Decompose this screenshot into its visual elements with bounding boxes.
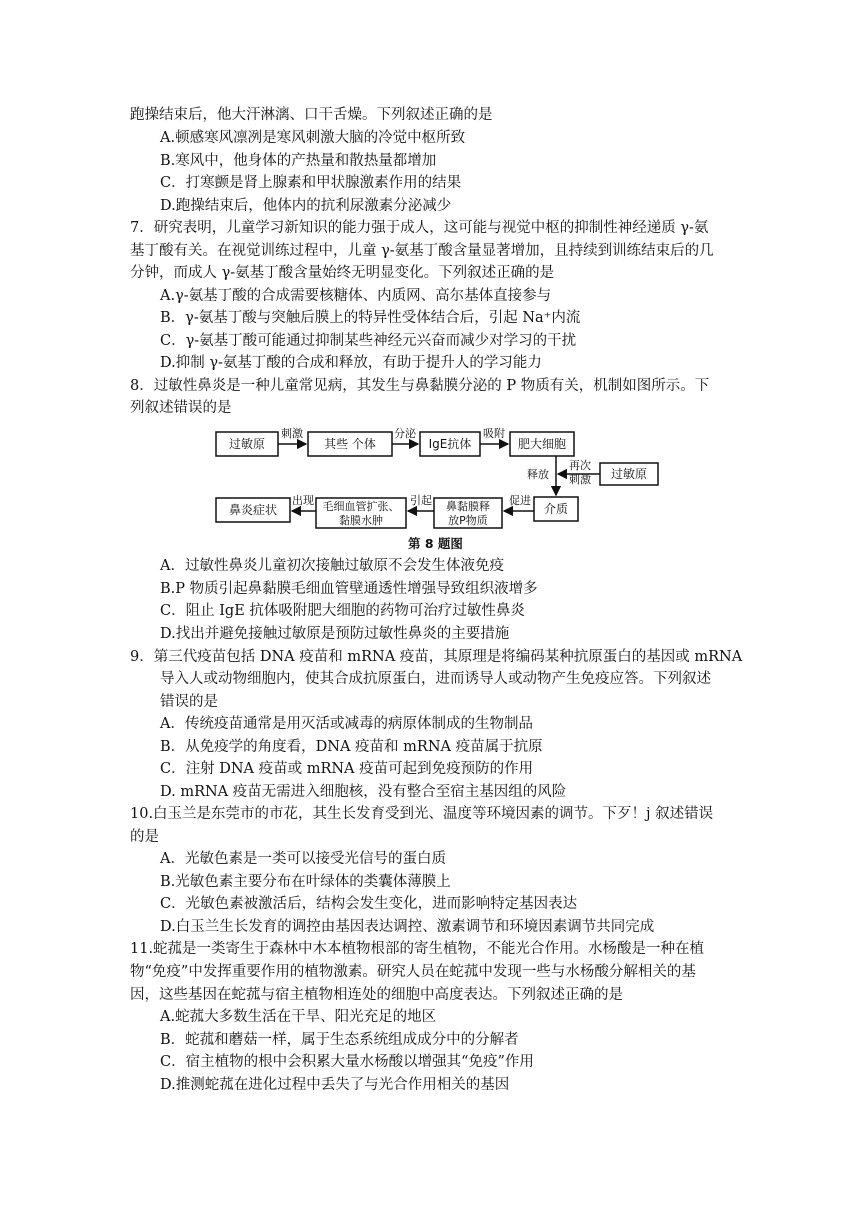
q6-option-c: C．打寒颤是肾上腺素和甲状腺激素作用的结果 — [160, 175, 462, 191]
q8-option-b: B.P 物质引起鼻黏膜毛细血管壁通透性增强导致组织液增多 — [160, 581, 538, 597]
q7-stem-line3: 分钟，而成人 γ-氨基丁酸含量始终无明显变化。下列叙述正确的是 — [130, 265, 555, 281]
label-capillary-line2: 黏膜水肿 — [339, 514, 383, 527]
q7-option-b: B．γ-氨基丁酸与突触后膜上的特异性受体结合后，引起 Na⁺内流 — [160, 310, 581, 326]
q9-option-c: C．注射 DNA 疫苗或 mRNA 疫苗可起到免疫预防的作用 — [160, 761, 534, 777]
label-arrow-appear: 出现 — [292, 494, 314, 507]
q8-option-a: A．过敏性鼻炎儿童初次接触过敏原不会发生体液免疫 — [160, 558, 504, 574]
label-arrow-secrete: 分泌 — [394, 427, 416, 440]
q6-stem-tail: 跑操结束后，他大汗淋漓、口干舌燥。下列叙述正确的是 — [130, 107, 493, 123]
label-arrow-adsorb: 吸附 — [483, 427, 505, 440]
q7-stem-line1: 7．研究表明，儿童学习新知识的能力强于成人，这可能与视觉中枢的抑制性神经递质 γ-氨 — [130, 220, 709, 236]
q11-option-a: A.蛇菰大多数生活在干旱、阳光充足的地区 — [160, 1009, 437, 1025]
label-mucosa-line2: 放P物质 — [448, 514, 488, 527]
label-allergen-1: 过敏原 — [228, 437, 266, 451]
q9-option-b: B．从免疫学的角度看，DNA 疫苗和 mRNA 疫苗属于抗原 — [160, 739, 543, 755]
label-ige-antibody: IgE抗体 — [428, 437, 472, 451]
q9-stem-line2: 导入人或动物细胞内，使其合成抗原蛋白，进而诱导人或动物产生免疫应答。下列叙述 — [160, 671, 711, 687]
q11-option-b: B．蛇菰和蘑菇一样，属于生态系统组成成分中的分解者 — [160, 1032, 519, 1048]
label-arrow-stimulate: 刺激 — [281, 427, 303, 440]
label-arrow-promote: 促进 — [509, 494, 531, 507]
q7-option-d: D.抑制 γ-氨基丁酸的合成和释放，有助于提升人的学习能力 — [160, 355, 542, 371]
q10-stem-line2: 的是 — [130, 829, 159, 845]
label-arrow-release: 释放 — [527, 468, 549, 481]
label-allergen-2: 过敏原 — [610, 467, 648, 481]
q11-stem-line3: 因，这些基因在蛇菰与宿主植物相连处的细胞中高度表达。下列叙述正确的是 — [130, 987, 623, 1003]
label-arrow-cause: 引起 — [410, 494, 432, 507]
q10-option-b: B.光敏色素主要分布在叶绿体的类囊体薄膜上 — [160, 874, 451, 890]
q6-option-d: D.跑操结束后，他体内的抗利尿激素分泌减少 — [160, 198, 452, 214]
q11-option-d: D.推测蛇菰在进化过程中丢失了与光合作用相关的基因 — [160, 1077, 510, 1093]
q9-stem-line1: 9．第三代疫苗包括 DNA 疫苗和 mRNA 疫苗，其原理是将编码某种抗原蛋白的基因或 mRNA — [130, 649, 743, 665]
label-arrow-again-2: 刺激 — [569, 473, 591, 486]
label-symptom: 鼻炎症状 — [228, 503, 278, 517]
label-mast-cell: 肥大细胞 — [517, 437, 567, 451]
q8-option-d: D.找出并避免接触过敏原是预防过敏性鼻炎的主要措施 — [160, 626, 510, 642]
q9-option-d: D. mRNA 疫苗无需进入细胞核，没有整合至宿主基因组的风险 — [160, 784, 567, 800]
q7-option-c: C．γ-氨基丁酸可能通过抑制某些神经元兴奋而减少对学习的干扰 — [160, 333, 577, 349]
q9-option-a: A．传统疫苗通常是用灭活或减毒的病原体制成的生物制品 — [160, 716, 533, 732]
q11-stem-line1: 11.蛇菰是一类寄生于森林中木本植物根部的寄生植物，不能光合作用。水杨酸是一种在植 — [130, 941, 705, 957]
label-individual: 其些 个体 — [324, 437, 376, 451]
q10-option-d: D.白玉兰生长发育的调控由基因表达调控、激素调节和环境因素调节共同完成 — [160, 919, 655, 935]
q8-option-c: C．阻止 IgE 抗体吸附肥大细胞的药物可治疗过敏性鼻炎 — [160, 603, 525, 619]
q8-stem-line1: 8．过敏性鼻炎是一种儿童常见病，其发生与鼻黏膜分泌的 P 物质有关，机制如图所示。下 — [130, 378, 710, 394]
q11-stem-line2: 物“免疫”中发挥重要作用的植物激素。研究人员在蛇菰中发现一些与水杨酸分解相关的基 — [130, 964, 696, 980]
q8-figure-caption: 第 8 题图 — [408, 536, 463, 551]
label-mediator: 介质 — [543, 502, 569, 516]
q6-option-b: B.寒风中，他身体的产热量和散热量都增加 — [160, 153, 437, 169]
q7-stem-line2: 基丁酸有关。在视觉训练过程中，儿童 γ-氨基丁酸含量显著增加，且持续到训练结束后的几 — [130, 243, 714, 259]
label-capillary-line1: 毛细血管扩张、 — [322, 500, 400, 513]
label-mucosa-line1: 鼻黏膜释 — [446, 500, 490, 513]
q9-stem-line3: 错误的是 — [160, 694, 218, 710]
q11-option-c: C．宿主植物的根中会积累大量水杨酸以增强其“免疫”作用 — [160, 1054, 534, 1070]
q10-option-c: C．光敏色素被激活后，结构会发生变化，进而影响特定基因表达 — [160, 896, 578, 912]
q7-option-a: A.γ-氨基丁酸的合成需要核糖体、内质网、高尔基体直接参与 — [160, 288, 552, 304]
q10-option-a: A．光敏色素是一类可以接受光信号的蛋白质 — [160, 851, 446, 867]
q10-stem-line1: 10.白玉兰是东莞市的市花，其生长发育受到光、温度等环境因素的调节。下歹！j 叙述错误 — [130, 806, 714, 822]
q6-option-a: A.顿感寒风凛冽是寒风刺激大脑的冷觉中枢所致 — [160, 130, 466, 146]
q8-stem-line2: 列叙述错误的是 — [130, 400, 232, 416]
label-arrow-again-1: 再次 — [569, 459, 591, 472]
